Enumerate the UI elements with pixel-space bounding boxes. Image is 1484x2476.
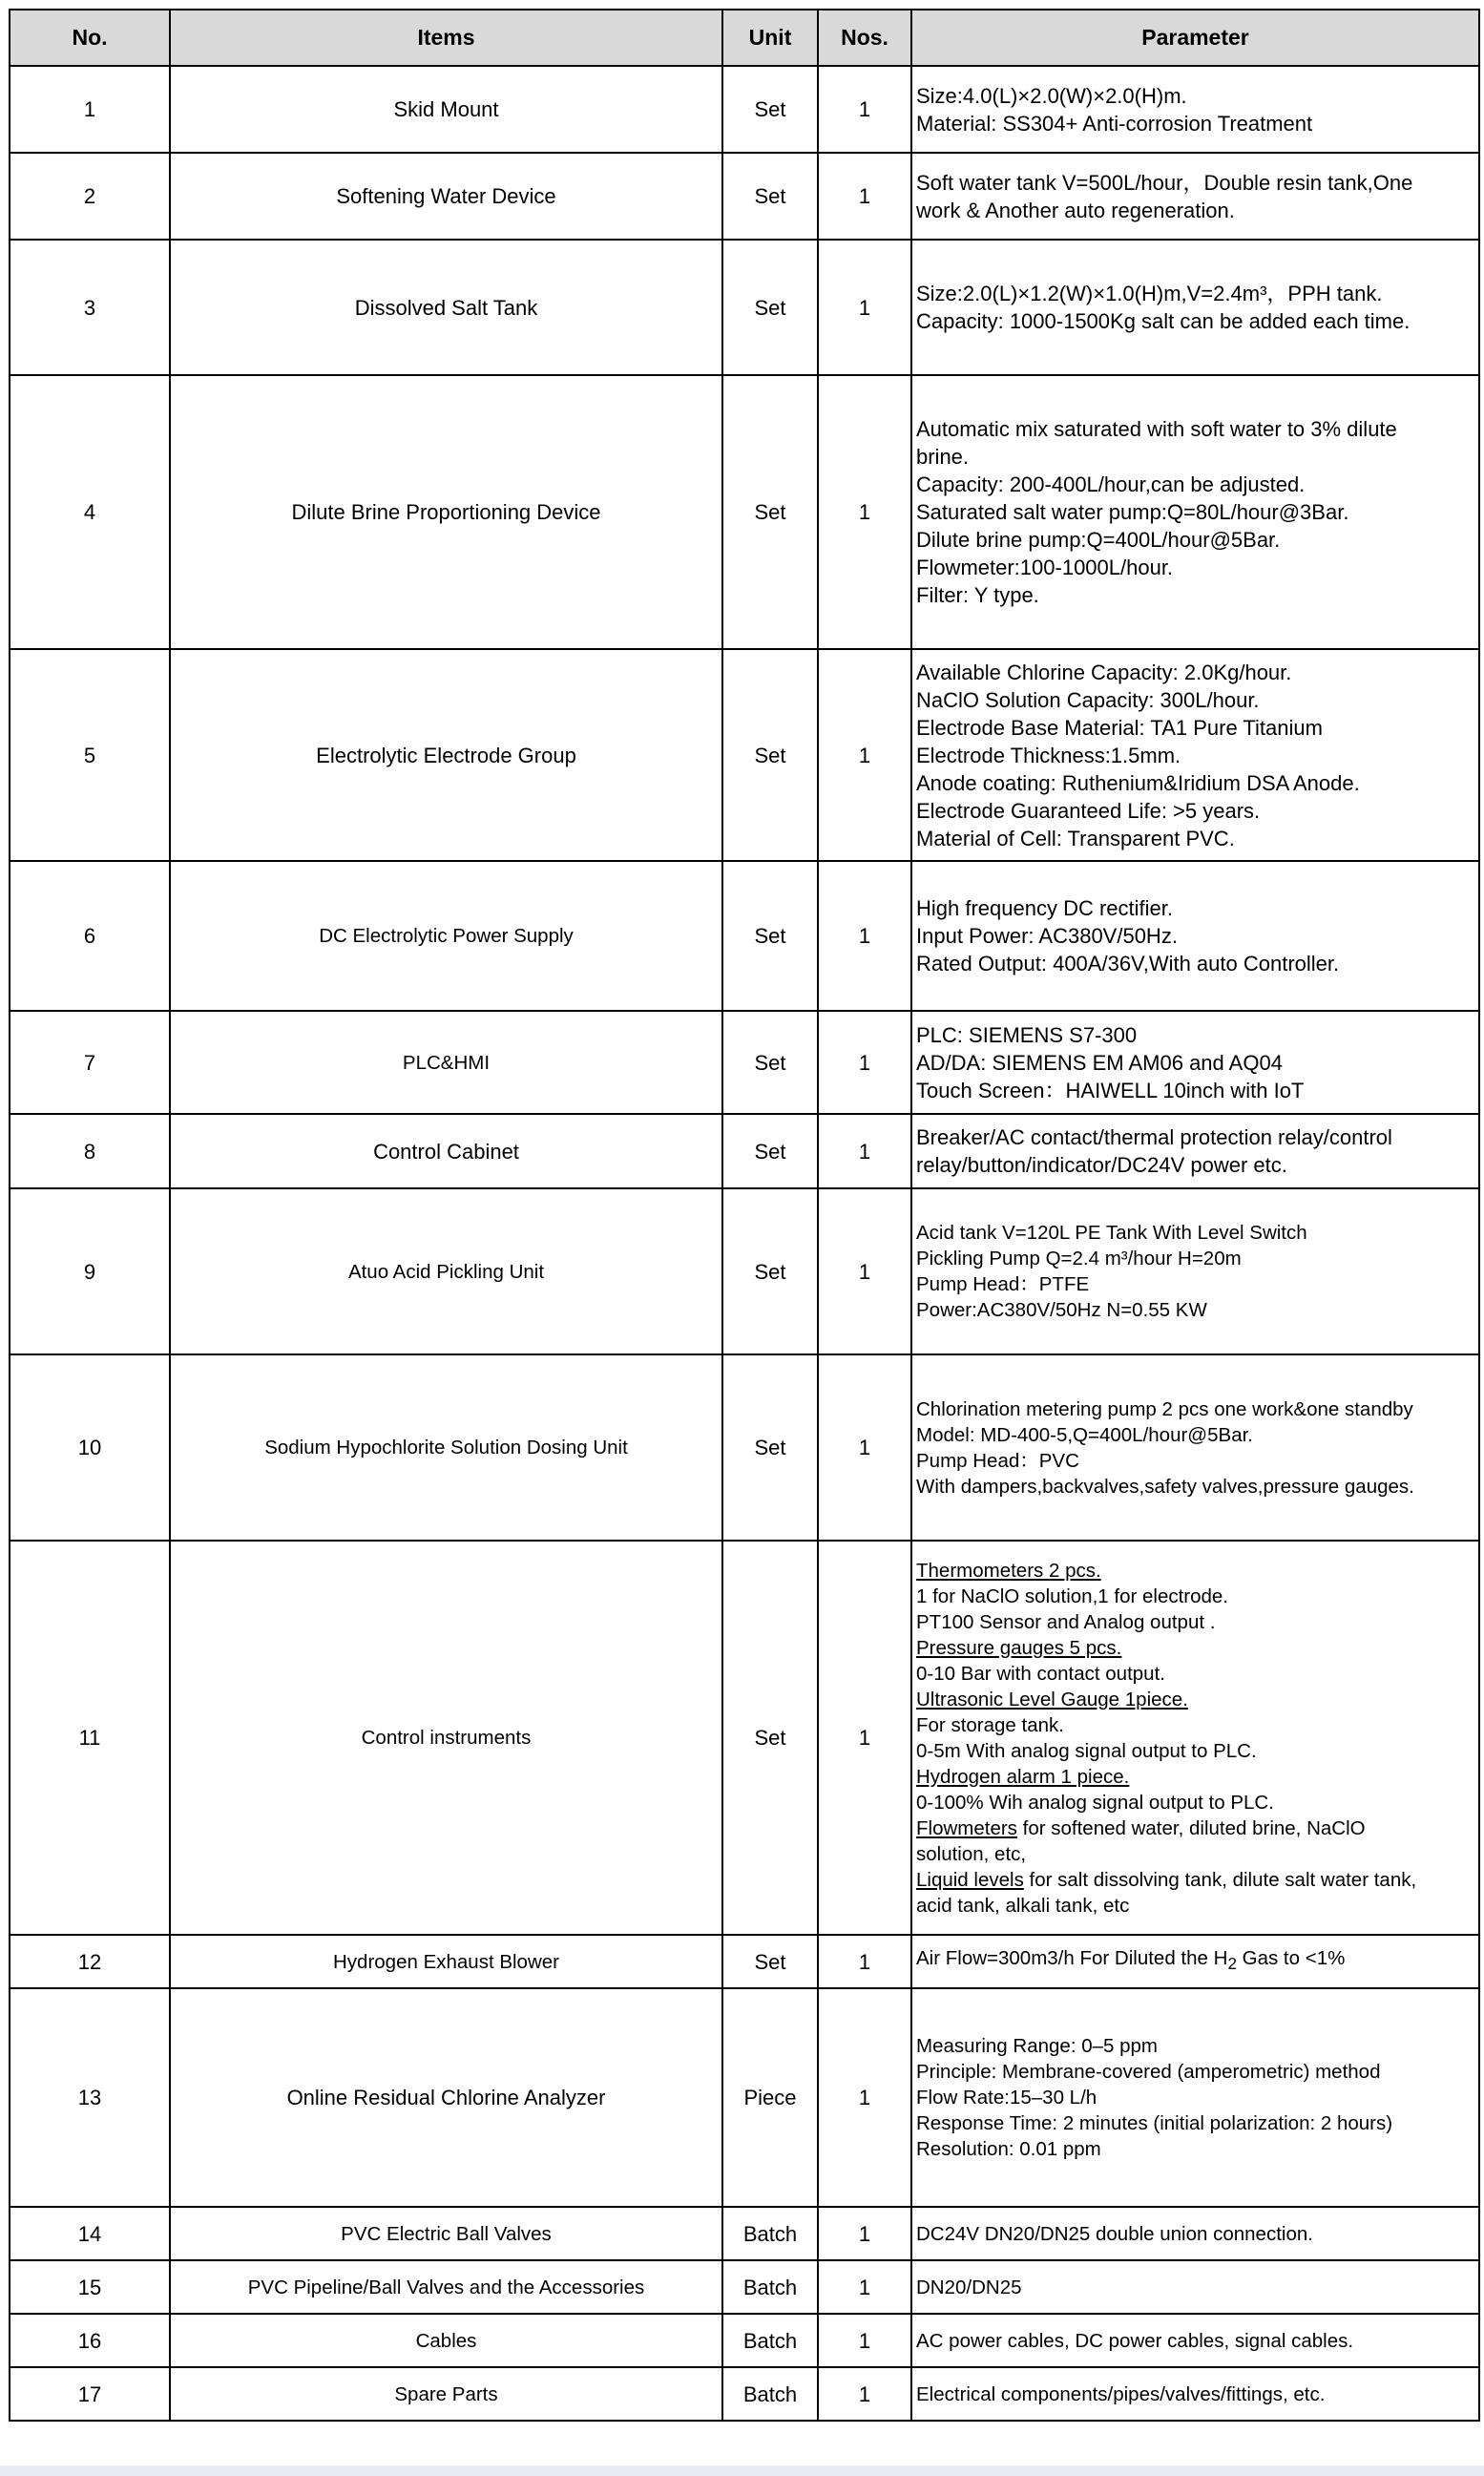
param-line: Resolution: 0.01 ppm [916, 2138, 1101, 2160]
row-no: 9 [10, 1188, 170, 1354]
row-no: 3 [10, 240, 170, 375]
param-line: AD/DA: SIEMENS EM AM06 and AQ04 [916, 1050, 1283, 1075]
row-unit: Set [722, 240, 818, 375]
table-row [10, 1188, 1479, 1354]
param-line: Flow Rate:15–30 L/h [916, 2087, 1097, 2109]
row-item: Online Residual Chlorine Analyzer [170, 1988, 722, 2207]
table-row [10, 861, 1479, 1011]
param-line: Size:4.0(L)×2.0(W)×2.0(H)m. [916, 83, 1187, 108]
param-line [916, 1867, 1474, 1893]
row-unit: Batch [722, 2314, 818, 2367]
row-nos: 1 [818, 66, 911, 153]
table-header-row [10, 10, 1479, 66]
param-line: Model: MD-400-5,Q=400L/hour@5Bar. [916, 1423, 1253, 1446]
row-nos: 1 [818, 649, 911, 861]
param-line: Filter: Y type. [916, 583, 1039, 607]
param-line: 0-5m With analog signal output to PLC. [916, 1739, 1257, 1762]
table-row [10, 1354, 1479, 1541]
row-nos: 1 [818, 2314, 911, 2367]
row-unit: Set [722, 1188, 818, 1354]
param-line: brine. [916, 445, 970, 469]
header-no: No. [10, 10, 170, 66]
row-parameter [911, 153, 1479, 240]
row-nos: 1 [818, 1354, 911, 1541]
row-nos: 1 [818, 1541, 911, 1935]
param-line: Flowmeter:100-1000L/hour. [916, 556, 1174, 579]
row-no: 4 [10, 375, 170, 649]
row-item: Electrolytic Electrode Group [170, 649, 722, 861]
param-line: Measuring Range: 0–5 ppm [916, 2035, 1158, 2057]
blower-text-end: Gas to <1% [1236, 1947, 1346, 1970]
equipment-spec-sheet [9, 9, 1478, 2422]
row-item: Dissolved Salt Tank [170, 240, 722, 375]
row-parameter [911, 1011, 1479, 1114]
row-unit: Set [722, 649, 818, 861]
row-parameter [911, 240, 1479, 375]
row-no: 12 [10, 1935, 170, 1988]
row-nos: 1 [818, 153, 911, 240]
table-row [10, 375, 1479, 649]
table-row [10, 2314, 1479, 2367]
row-unit: Set [722, 153, 818, 240]
table-row [10, 1114, 1479, 1188]
param-line: PLC: SIEMENS S7-300 [916, 1022, 1138, 1047]
row-no: 13 [10, 1988, 170, 2207]
param-line: DN20/DN25 [916, 2276, 1022, 2298]
row-item: Sodium Hypochlorite Solution Dosing Unit [170, 1354, 722, 1541]
row-unit: Piece [722, 1988, 818, 2207]
row-item: Softening Water Device [170, 153, 722, 240]
param-line: PT100 Sensor and Analog output . [916, 1610, 1216, 1633]
row-no: 2 [10, 153, 170, 240]
row-unit: Set [722, 1541, 818, 1935]
param-line: 0-10 Bar with contact output. [916, 1662, 1165, 1685]
param-line: work & Another auto regeneration. [916, 198, 1235, 222]
row-parameter [911, 861, 1479, 1011]
liquid-levels-heading: Liquid levels [916, 1868, 1024, 1891]
row-unit: Batch [722, 2207, 818, 2260]
param-line: Pump Head：PTFE [916, 1273, 1090, 1295]
h2-subscript: 2 [1227, 1955, 1237, 1974]
row-no: 16 [10, 2314, 170, 2367]
row-nos: 1 [818, 1988, 911, 2207]
param-line: Automatic mix saturated with soft water to 3% dilute [916, 417, 1397, 441]
row-no: 7 [10, 1011, 170, 1114]
row-unit: Set [722, 1114, 818, 1188]
param-line: Saturated salt water pump:Q=80L/hour@3Bar. [916, 500, 1349, 524]
table-row [10, 1011, 1479, 1114]
table-row [10, 2207, 1479, 2260]
param-line: Touch Screen：HAIWELL 10inch with IoT [916, 1078, 1305, 1102]
row-parameter [911, 1354, 1479, 1541]
header-items: Items [170, 10, 722, 66]
table-row [10, 66, 1479, 153]
pressure-gauges-heading: Pressure gauges 5 pcs. [916, 1636, 1122, 1659]
row-item: PVC Pipeline/Ball Valves and the Accessories [170, 2260, 722, 2314]
row-no: 17 [10, 2367, 170, 2421]
row-no: 1 [10, 66, 170, 153]
row-parameter [911, 2207, 1479, 2260]
row-parameter [911, 1935, 1479, 1988]
row-parameter [911, 66, 1479, 153]
param-line: Input Power: AC380V/50Hz. [916, 924, 1178, 948]
row-nos: 1 [818, 2367, 911, 2421]
row-parameter [911, 649, 1479, 861]
header-parameter: Parameter [911, 10, 1479, 66]
row-item: PLC&HMI [170, 1011, 722, 1114]
param-line: solution, etc, [916, 1842, 1027, 1865]
param-line: NaClO Solution Capacity: 300L/hour. [916, 687, 1260, 712]
row-nos: 1 [818, 861, 911, 1011]
param-line: Size:2.0(L)×1.2(W)×1.0(H)m,V=2.4m³，PPH tank. [916, 282, 1383, 305]
param-line: Principle: Membrane-covered (amperometric) method [916, 2061, 1381, 2083]
param-line: Electrode Thickness:1.5mm. [916, 743, 1181, 767]
param-line: 1 for NaClO solution,1 for electrode. [916, 1584, 1229, 1607]
table-row [10, 649, 1479, 861]
param-line: Available Chlorine Capacity: 2.0Kg/hour. [916, 660, 1292, 684]
row-nos: 1 [818, 240, 911, 375]
param-line: High frequency DC rectifier. [916, 896, 1173, 920]
equipment-table [9, 9, 1480, 2422]
ultrasonic-level-heading: Ultrasonic Level Gauge 1piece. [916, 1688, 1188, 1710]
param-line: 0-100% Wih analog signal output to PLC. [916, 1791, 1274, 1814]
table-row [10, 1988, 1479, 2207]
table-row [10, 240, 1479, 375]
row-parameter [911, 1188, 1479, 1354]
table-row [10, 153, 1479, 240]
row-parameter [911, 375, 1479, 649]
param-line: acid tank, alkali tank, etc [916, 1894, 1130, 1917]
blower-text: Air Flow=300m3/h For Diluted the H [916, 1947, 1228, 1970]
param-line: Anode coating: Ruthenium&Iridium DSA Anode. [916, 770, 1360, 795]
row-item: Cables [170, 2314, 722, 2367]
row-unit: Batch [722, 2367, 818, 2421]
table-row [10, 1935, 1479, 1988]
param-line: Soft water tank V=500L/hour，Double resin tank,One [916, 170, 1413, 195]
param-line: Dilute brine pump:Q=400L/hour@5Bar. [916, 528, 1281, 552]
row-unit: Set [722, 1354, 818, 1541]
row-parameter [911, 2367, 1479, 2421]
param-line: Electrode Guaranteed Life: >5 years. [916, 798, 1261, 823]
row-parameter [911, 1541, 1479, 1935]
param-line: AC power cables, DC power cables, signal cables. [916, 2329, 1354, 2352]
row-no: 5 [10, 649, 170, 861]
row-parameter [911, 2260, 1479, 2314]
table-row [10, 2367, 1479, 2421]
row-no: 11 [10, 1541, 170, 1935]
hydrogen-alarm-heading: Hydrogen alarm 1 piece. [916, 1765, 1130, 1788]
param-line: DC24V DN20/DN25 double union connection. [916, 2222, 1313, 2245]
param-line: Material of Cell: Transparent PVC. [916, 826, 1235, 850]
param-line: relay/button/indicator/DC24V power etc. [916, 1153, 1287, 1177]
param-line: Rated Output: 400A/36V,With auto Controller. [916, 952, 1340, 976]
row-unit: Batch [722, 2260, 818, 2314]
row-parameter [911, 2314, 1479, 2367]
param-line: Breaker/AC contact/thermal protection relay/control [916, 1125, 1392, 1149]
param-line: Capacity: 200-400L/hour,can be adjusted. [916, 472, 1306, 496]
flowmeters-heading: Flowmeters [916, 1816, 1017, 1839]
param-line [916, 1815, 1474, 1841]
row-unit: Set [722, 66, 818, 153]
header-nos: Nos. [818, 10, 911, 66]
row-unit: Set [722, 375, 818, 649]
row-no: 8 [10, 1114, 170, 1188]
row-nos: 1 [818, 375, 911, 649]
row-item: Spare Parts [170, 2367, 722, 2421]
viewer-bottom-strip [0, 2466, 1484, 2476]
liquid-levels-text: for salt dissolving tank, dilute salt water tank, [1023, 1868, 1417, 1891]
row-item: PVC Electric Ball Valves [170, 2207, 722, 2260]
row-unit: Set [722, 861, 818, 1011]
table-row [10, 2260, 1479, 2314]
param-line: Electrode Base Material: TA1 Pure Titanium [916, 715, 1323, 740]
row-item: Control instruments [170, 1541, 722, 1935]
row-item: Skid Mount [170, 66, 722, 153]
row-no: 14 [10, 2207, 170, 2260]
param-line: Capacity: 1000-1500Kg salt can be added each time. [916, 309, 1411, 333]
table-row [10, 1541, 1479, 1935]
row-no: 10 [10, 1354, 170, 1541]
row-nos: 1 [818, 2260, 911, 2314]
param-line: Acid tank V=120L PE Tank With Level Switch [916, 1222, 1307, 1244]
param-line: Power:AC380V/50Hz N=0.55 KW [916, 1299, 1207, 1321]
row-parameter [911, 1988, 1479, 2207]
row-item: Dilute Brine Proportioning Device [170, 375, 722, 649]
param-line: With dampers,backvalves,safety valves,pressure gauges. [916, 1475, 1414, 1498]
param-line: For storage tank. [916, 1713, 1064, 1736]
param-line: Response Time: 2 minutes (initial polarization: 2 hours) [916, 2112, 1393, 2134]
row-nos: 1 [818, 1935, 911, 1988]
param-line: Electrical components/pipes/valves/fittings, etc. [916, 2382, 1326, 2405]
row-item: Control Cabinet [170, 1114, 722, 1188]
row-item: Atuo Acid Pickling Unit [170, 1188, 722, 1354]
row-nos: 1 [818, 1011, 911, 1114]
param-line: Pump Head：PVC [916, 1449, 1079, 1472]
param-line: Chlorination metering pump 2 pcs one work&one standby [916, 1397, 1413, 1420]
row-item: DC Electrolytic Power Supply [170, 861, 722, 1011]
thermometers-heading: Thermometers 2 pcs. [916, 1559, 1101, 1582]
param-line: Material: SS304+ Anti-corrosion Treatment [916, 111, 1313, 136]
row-no: 6 [10, 861, 170, 1011]
flowmeters-text: for softened water, diluted brine, NaClO [1016, 1816, 1366, 1839]
row-unit: Set [722, 1011, 818, 1114]
header-unit: Unit [722, 10, 818, 66]
row-no: 15 [10, 2260, 170, 2314]
param-line: Pickling Pump Q=2.4 m³/hour H=20m [916, 1248, 1242, 1269]
row-nos: 1 [818, 1114, 911, 1188]
row-nos: 1 [818, 1188, 911, 1354]
row-nos: 1 [818, 2207, 911, 2260]
row-parameter [911, 1114, 1479, 1188]
row-item: Hydrogen Exhaust Blower [170, 1935, 722, 1988]
row-unit: Set [722, 1935, 818, 1988]
